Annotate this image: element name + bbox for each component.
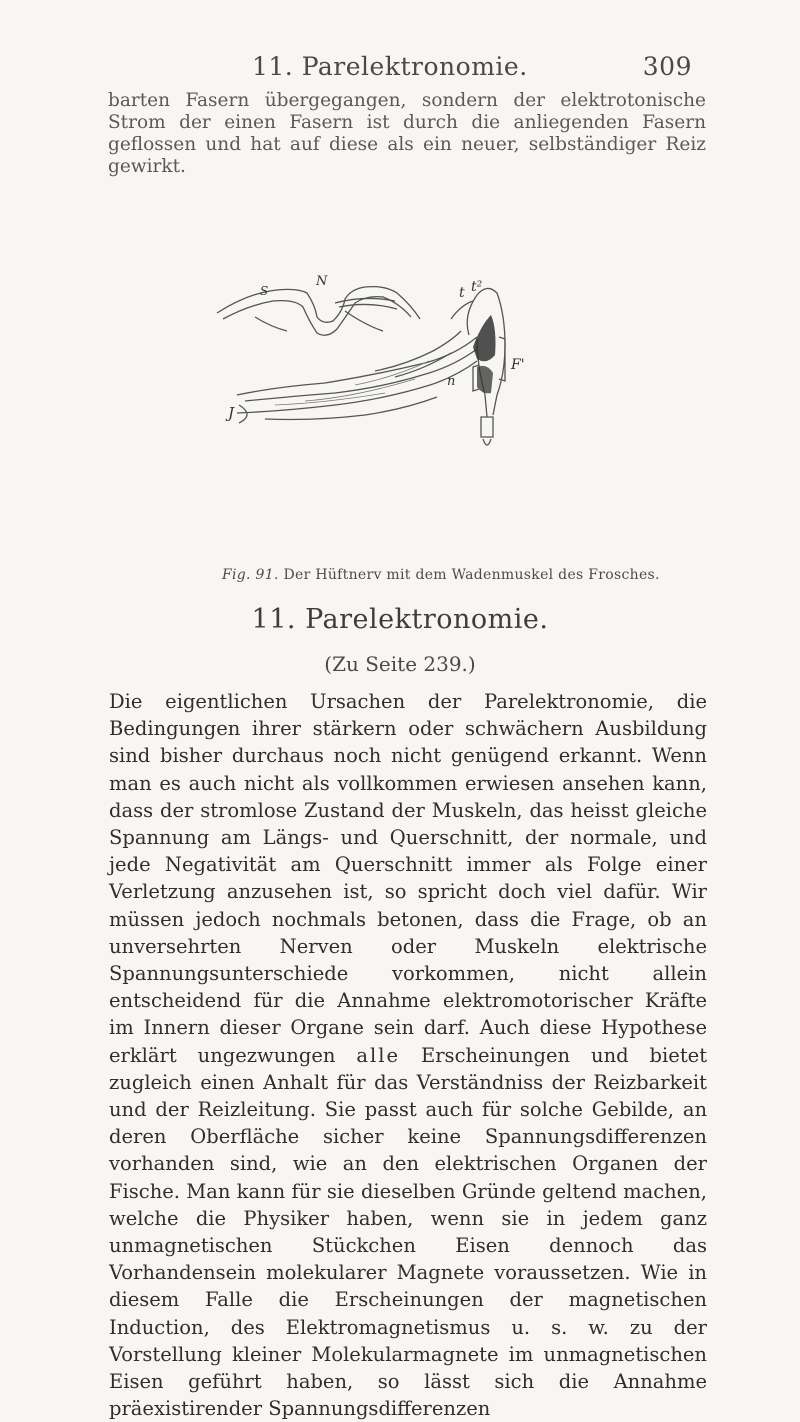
label-s: S bbox=[260, 284, 269, 298]
figure-caption bbox=[222, 567, 722, 583]
frog-nerve-muscle-illustration bbox=[215, 255, 595, 550]
frog-nerve-muscle-figure bbox=[215, 255, 595, 550]
figure-caption-label: Fig. 91. bbox=[222, 567, 279, 583]
label-t-prime: t bbox=[459, 285, 465, 301]
label-t2: t² bbox=[471, 279, 483, 295]
running-head bbox=[252, 52, 692, 81]
body-text-part-2: Erscheinungen und bietet zugleich einen Anhalt für das Verständniss der Reizbarkeit und der Reizleitung. Sie passt auch für solche Gebilde, an deren Oberfläche sicher keine Spannungsdifferenzen vorhanden sind, wie an den elektrischen Organen der Fische. Man kann für sie dieselben Gründe geltend machen, welche die Physiker haben, wenn sie in jedem ganz unmagnetischen Stückchen Eisen dennoch das Vorhandensein molekularer Magnete voraussetzen. Wie in diesem Falle die Erscheinungen der magnetischen Induction, des Elektromagnetismus u. s. w. zu der Vorstellung kleiner Molekularmagnete im unmagnetischen Eisen geführt haben, so lässt sich die Annahme präexistirender Spannungsdifferenzen bbox=[109, 1043, 708, 1421]
running-head-title: 11. Parelektronomie. bbox=[252, 52, 528, 81]
page-number: 309 bbox=[642, 52, 692, 81]
section-body-paragraph bbox=[109, 688, 707, 1422]
section-page-reference: (Zu Seite 239.) bbox=[324, 652, 476, 676]
label-f-prime: F' bbox=[511, 357, 525, 373]
body-emphasis: alle bbox=[356, 1043, 401, 1067]
body-text-part-1: Die eigentlichen Ursachen der Parelektronomie, die Bedingungen ihrer stärkern oder schwächern Ausbildung sind bisher durchaus noch nicht genügend erkannt. Wenn man es auch nicht als vollkommen erwiesen ansehen kann, dass der stromlose Zustand der Muskeln, das heisst gleiche Spannung am Längs- und Querschnitt, der normale, und jede Negativität am Querschnitt immer als Folge einer Verletzung anzusehen ist, so spricht doch viel dafür. Wir müssen jedoch nochmals betonen, dass die Frage, ob an unversehrten Nerven oder Muskeln elektrische Spannungsunterschiede vorkommen, nicht allein entscheidend für die Annahme elektromotorischer Kräfte im Innern dieser Organe sein darf. Auch diese Hypothese erklärt ungezwungen bbox=[109, 690, 707, 1067]
label-n-bottom: n bbox=[447, 374, 456, 389]
continuation-paragraph: barten Fasern übergegangen, sondern der elektrotonische Strom der einen Fasern ist durch die anliegenden Fasern geflossen und hat auf diese als ein neuer, selbständiger Reiz gewirkt. bbox=[108, 90, 706, 177]
label-j: J bbox=[228, 404, 235, 422]
figure-caption-text: Der Hüftnerv mit dem Wadenmuskel des Frosches. bbox=[283, 567, 660, 583]
section-title: 11. Parelektronomie. bbox=[251, 604, 549, 635]
label-n-top: N bbox=[316, 274, 328, 289]
